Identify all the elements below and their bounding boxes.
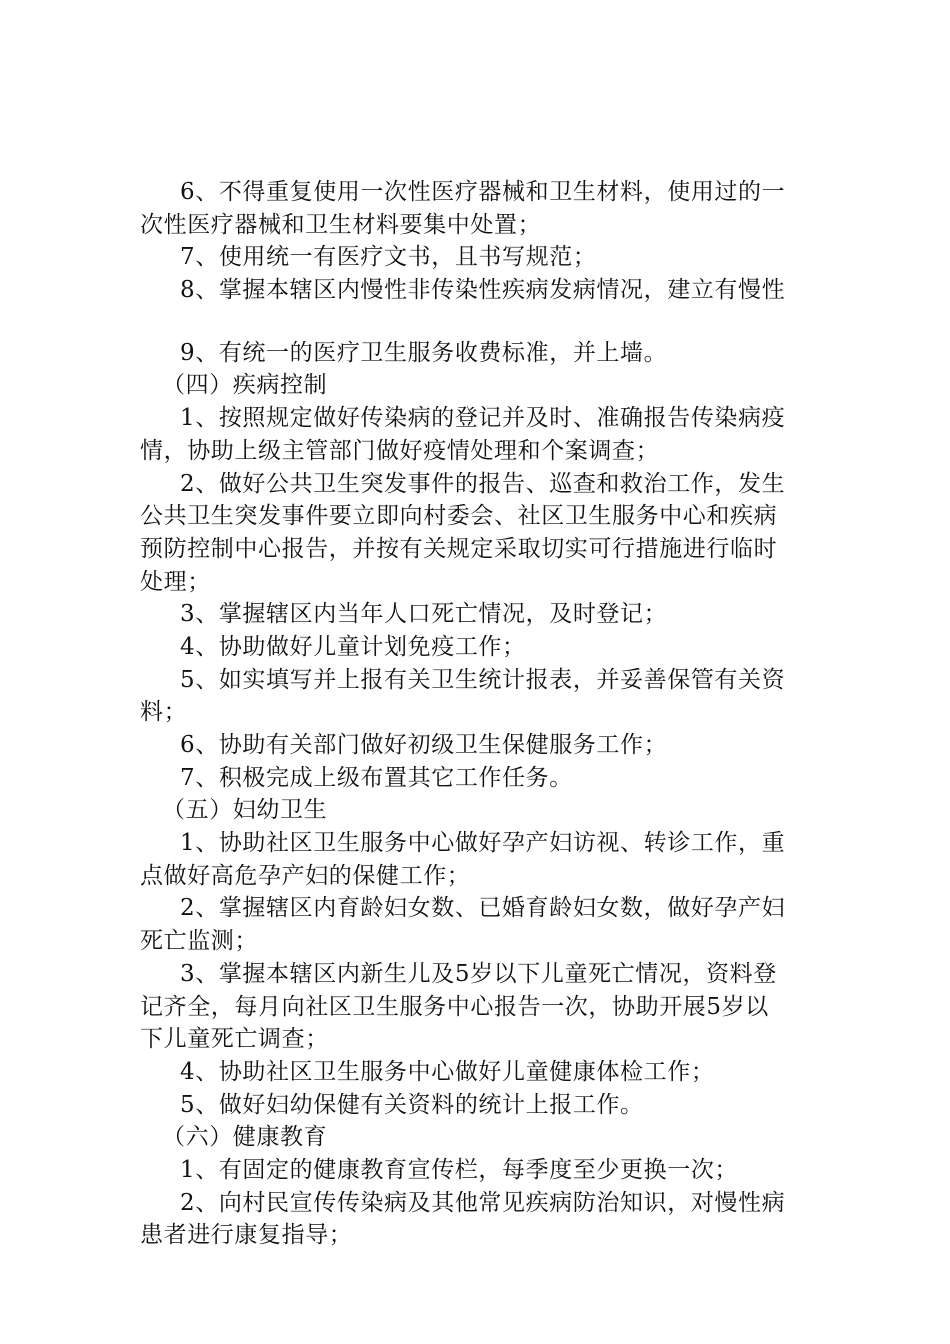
paragraph-line: 公共卫生突发事件要立即向村委会、社区卫生服务中心和疾病 [140,503,778,530]
paragraph-line: 5、如实填写并上报有关卫生统计报表，并妥善保管有关资 [180,666,786,693]
paragraph-line: 4、协助做好儿童计划免疫工作； [180,633,526,660]
document-body [140,176,830,1252]
paragraph-line: 2、向村民宣传传染病及其他常见疾病防治知识，对慢性病 [180,1189,786,1216]
section-heading: （五）妇幼卫生 [162,797,328,824]
paragraph-line: 6、不得重复使用一次性医疗器械和卫生材料，使用过的一 [180,179,786,205]
paragraph-line: 料； [140,699,188,726]
paragraph-line: 次性医疗器械和卫生材料要集中处置； [140,211,542,238]
paragraph-line: 1、有固定的健康教育宣传栏，每季度至少更换一次； [180,1156,739,1183]
paragraph-line: 8、掌握本辖区内慢性非传染性疾病发病情况，建立有慢性 [180,277,786,304]
paragraph-line: 4、协助社区卫生服务中心做好儿童健康体检工作； [180,1058,715,1085]
paragraph-line: 1、协助社区卫生服务中心做好孕产妇访视、转诊工作，重 [180,830,786,857]
paragraph-line: 6、协助有关部门做好初级卫生保健服务工作； [180,732,668,758]
paragraph-line: 记齐全，每月向社区卫生服务中心报告一次，协助开展5岁以 [140,993,769,1020]
paragraph-line: 下儿童死亡调查； [140,1026,329,1053]
paragraph-line: 点做好高危孕产妇的保健工作； [140,862,471,889]
paragraph-line: 患者进行康复指导； [140,1222,353,1249]
blank-gap [140,307,830,337]
section-heading: （六）健康教育 [162,1124,328,1151]
paragraph-line: 7、使用统一有医疗文书，且书写规范； [180,244,597,271]
paragraph-line: 2、掌握辖区内育龄妇女数、已婚育龄妇女数，做好孕产妇 [180,895,786,922]
paragraph-line: 死亡监测； [140,928,258,955]
paragraph-line: 2、做好公共卫生突发事件的报告、巡查和救治工作，发生 [180,470,786,497]
paragraph-line: 情，协助上级主管部门做好疫情处理和个案调查； [140,437,660,464]
paragraph-line: 预防控制中心报告，并按有关规定采取切实可行措施进行临时 [140,535,778,562]
paragraph-line: 9、有统一的医疗卫生服务收费标准，并上墙。 [180,339,668,366]
paragraph-line: 1、按照规定做好传染病的登记并及时、准确报告传染病疫 [180,405,786,432]
section-heading: （四）疾病控制 [162,372,328,399]
paragraph-line: 3、掌握本辖区内新生儿及5岁以下儿童死亡情况，资料登 [180,960,777,987]
paragraph-line: 处理； [140,568,211,595]
paragraph-line: 3、掌握辖区内当年人口死亡情况，及时登记； [180,601,668,628]
paragraph-line: 7、积极完成上级布置其它工作任务。 [180,764,573,791]
paragraph-line: 5、做好妇幼保健有关资料的统计上报工作。 [180,1091,644,1118]
